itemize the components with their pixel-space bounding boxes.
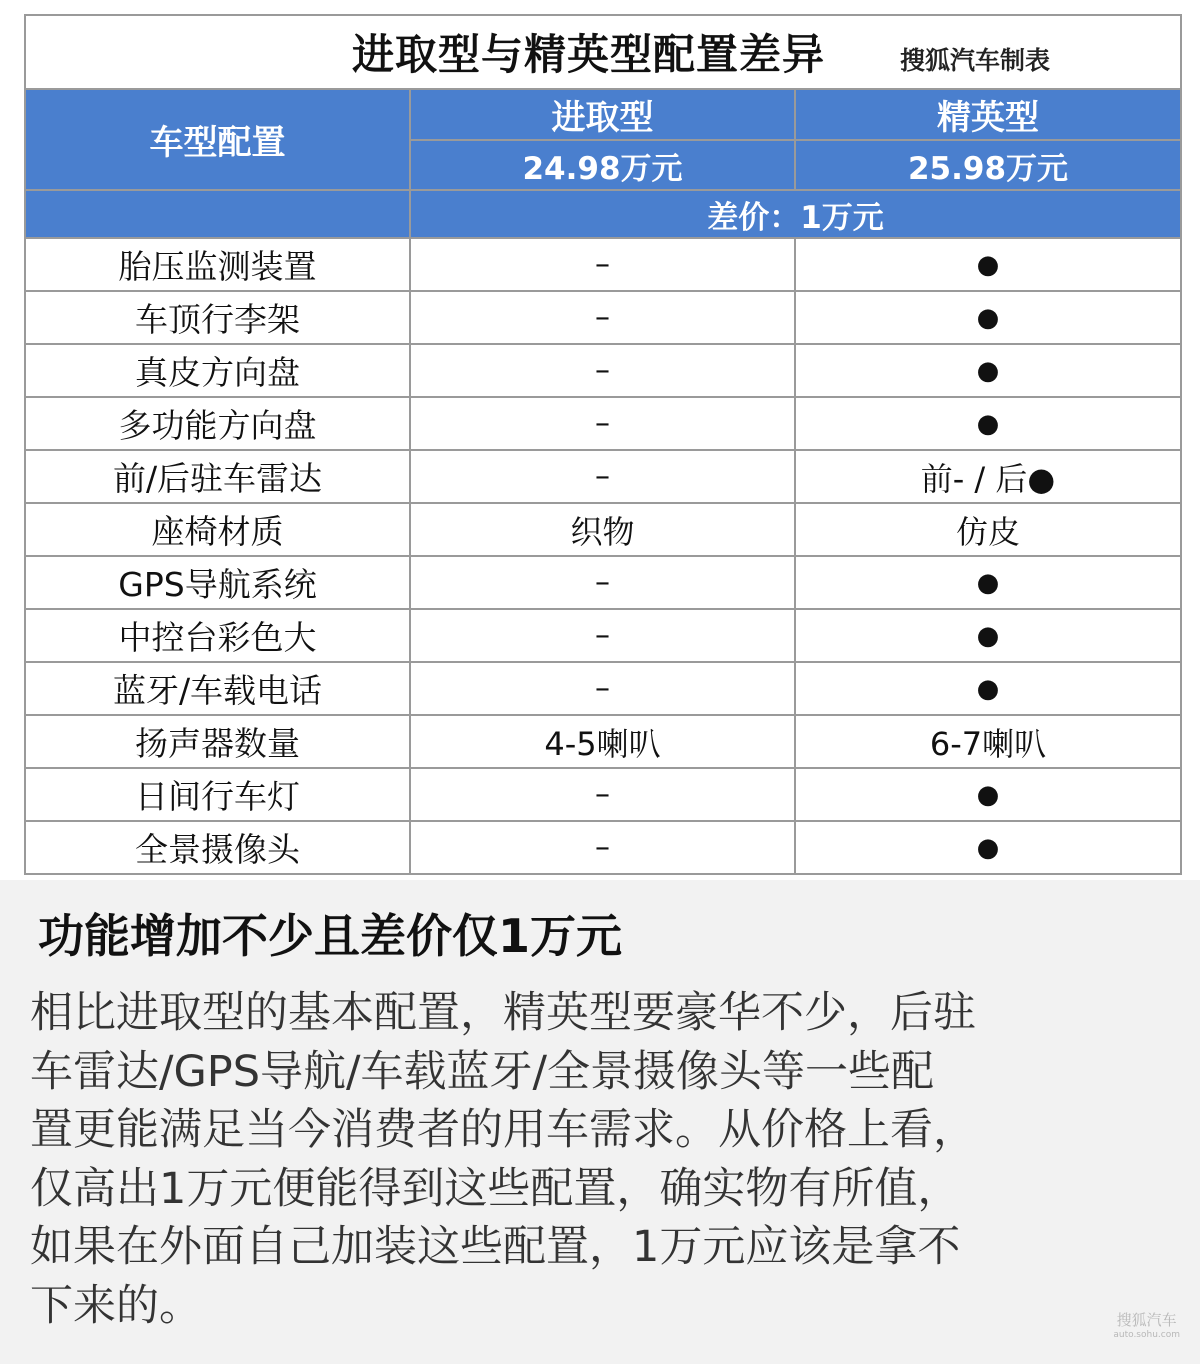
table-row [25, 238, 1181, 291]
header-label: 车型配置 [25, 89, 410, 190]
table-source: 搜狐汽车制表 [900, 46, 1051, 75]
trim-b-cell: ● [795, 238, 1181, 291]
feature-cell: 多功能方向盘 [25, 397, 410, 450]
article-body [30, 984, 1180, 1335]
trim-b-cell: ● [795, 291, 1181, 344]
table-row [25, 715, 1181, 768]
watermark-main: 搜狐汽车 [1116, 1311, 1177, 1329]
article-body-line: 如果在外面自己加装这些配置，1万元应该是拿不 [30, 1222, 961, 1272]
trim-b-cell: 前- / 后● [795, 450, 1181, 503]
table-row [25, 397, 1181, 450]
trim-a-cell: – [410, 397, 795, 450]
table-title: 进取型与精英型配置差异 [351, 30, 825, 79]
feature-cell: GPS导航系统 [25, 556, 410, 609]
article-headline: 功能增加不少且差价仅1万元 [38, 909, 623, 963]
table-row [25, 609, 1181, 662]
feature-cell: 扬声器数量 [25, 715, 410, 768]
table-row [25, 768, 1181, 821]
feature-cell: 胎压监测装置 [25, 238, 410, 291]
table-row [25, 450, 1181, 503]
trim-a-cell: – [410, 662, 795, 715]
trim-a-cell: – [410, 238, 795, 291]
trim-a-cell: – [410, 344, 795, 397]
trim-b-cell: ● [795, 344, 1181, 397]
trim-a-cell: 织物 [410, 503, 795, 556]
sohu-auto-watermark [1113, 1309, 1180, 1340]
header-label-continued [25, 190, 410, 238]
header-trim-b-name: 精英型 [795, 89, 1181, 140]
table-row [25, 556, 1181, 609]
table-row [25, 344, 1181, 397]
article-body-line: 车雷达/GPS导航/车载蓝牙/全景摄像头等一些配 [30, 1046, 935, 1097]
watermark-sub: auto.sohu.com [1113, 1330, 1180, 1340]
feature-cell: 日间行车灯 [25, 768, 410, 821]
header-price-diff: 差价：1万元 [410, 190, 1181, 238]
trim-a-cell: – [410, 450, 795, 503]
feature-cell: 前/后驻车雷达 [25, 450, 410, 503]
trim-b-cell: 6-7喇叭 [795, 715, 1181, 768]
feature-cell: 车顶行李架 [25, 291, 410, 344]
feature-cell: 蓝牙/车载电话 [25, 662, 410, 715]
article-body-line: 置更能满足当今消费者的用车需求。从价格上看， [30, 1105, 976, 1155]
table-title-row [25, 15, 1181, 89]
trim-b-cell: ● [795, 821, 1181, 874]
header-row-names [25, 89, 1181, 140]
header-trim-a-price: 24.98万元 [410, 140, 795, 190]
feature-cell: 全景摄像头 [25, 821, 410, 874]
feature-cell: 座椅材质 [25, 503, 410, 556]
trim-a-cell: 4-5喇叭 [410, 715, 795, 768]
trim-b-cell: 仿皮 [795, 503, 1181, 556]
feature-cell: 真皮方向盘 [25, 344, 410, 397]
trim-b-cell: ● [795, 609, 1181, 662]
trim-a-cell: – [410, 556, 795, 609]
table-row [25, 662, 1181, 715]
trim-b-cell: ● [795, 556, 1181, 609]
table-title-cell [25, 15, 1181, 89]
header-trim-a-name: 进取型 [410, 89, 795, 140]
article-body-line: 下来的。 [30, 1280, 202, 1331]
article-body-line: 相比进取型的基本配置，精英型要豪华不少，后驻 [30, 988, 976, 1038]
trim-a-cell: – [410, 609, 795, 662]
trim-a-cell: – [410, 291, 795, 344]
config-comparison-table [24, 14, 1182, 875]
header-row-diff [25, 190, 1181, 238]
trim-b-cell: ● [795, 397, 1181, 450]
table-row [25, 503, 1181, 556]
table-row [25, 821, 1181, 874]
table-row [25, 291, 1181, 344]
trim-b-cell: ● [795, 768, 1181, 821]
feature-cell: 中控台彩色大 [25, 609, 410, 662]
header-trim-b-price: 25.98万元 [795, 140, 1181, 190]
article-body-line: 仅高出1万元便能得到这些配置，确实物有所值， [30, 1163, 961, 1214]
trim-b-cell: ● [795, 662, 1181, 715]
trim-a-cell: – [410, 768, 795, 821]
trim-a-cell: – [410, 821, 795, 874]
